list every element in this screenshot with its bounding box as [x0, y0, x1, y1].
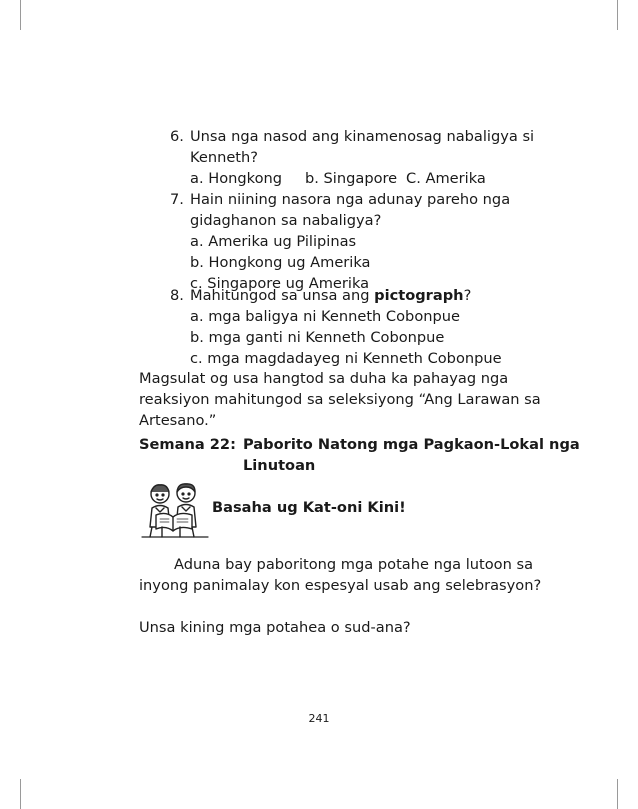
option-b: b. Singapore: [305, 170, 398, 187]
question-line: gidaghanon sa nabaligya?: [190, 212, 382, 229]
question-line: Hain niining nasora nga adunay pareho nga: [190, 191, 511, 208]
option-b: b. mga ganti ni Kenneth Cobonpue: [190, 329, 445, 346]
question-8: [170, 285, 590, 369]
body-line: Unsa kining mga potahea o sud-ana?: [139, 619, 411, 636]
semana-title-line: Paborito Natong mga Pagkaon-Lokal nga: [243, 436, 580, 453]
semana-label: Semana 22:: [139, 436, 236, 453]
instruction-line: Magsulat og usa hangtod sa duha ka pahayag nga: [139, 370, 509, 387]
semana-title-line: Linutoan: [243, 457, 316, 474]
question-number: 7.: [170, 191, 184, 208]
question-line: [190, 285, 570, 306]
option-row: [190, 168, 570, 189]
children-reading-icon: [140, 481, 212, 539]
body-line: Aduna bay paboritong mga potahe nga lutoon sa: [174, 556, 534, 573]
option-a: a. Amerika ug Pilipinas: [190, 233, 357, 250]
semana-title: [243, 434, 580, 476]
question-line: Kenneth?: [190, 149, 259, 166]
question-text: [190, 189, 570, 294]
option-c: c. Singapore ug Amerika: [190, 275, 370, 292]
question-number: 8.: [170, 287, 184, 304]
reading-banner-label: Basaha ug Kat-oni Kini!: [212, 499, 406, 516]
question-text-before: Mahitungod sa unsa ang: [190, 287, 375, 304]
question-6: [170, 126, 590, 189]
option-a: a. mga baligya ni Kenneth Cobonpue: [190, 308, 460, 325]
page-number: 241: [308, 712, 330, 725]
body-paragraph-2: [139, 617, 519, 638]
option-b: b. Hongkong ug Amerika: [190, 254, 371, 271]
question-7: [170, 189, 590, 294]
question-text: [190, 126, 570, 189]
keyword-pictograph: pictograph: [374, 287, 464, 304]
instruction-line: reaksiyon mahitungod sa seleksiyong “Ang Larawan sa: [139, 391, 541, 408]
question-text: [190, 285, 570, 369]
option-c: C. Amerika: [406, 170, 486, 187]
question-number: 6.: [170, 128, 184, 145]
instruction-paragraph: [139, 368, 541, 431]
instruction-line: Artesano.”: [139, 412, 217, 429]
question-line: Unsa nga nasod ang kinamenosag nabaligya si: [190, 128, 535, 145]
body-line: inyong panimalay kon espesyal usab ang selebrasyon?: [139, 577, 542, 594]
body-paragraph-1: [139, 554, 542, 596]
option-a: a. Hongkong: [190, 170, 283, 187]
option-c: c. mga magdadayeg ni Kenneth Cobonpue: [190, 350, 502, 367]
question-text-after: ?: [463, 287, 472, 304]
